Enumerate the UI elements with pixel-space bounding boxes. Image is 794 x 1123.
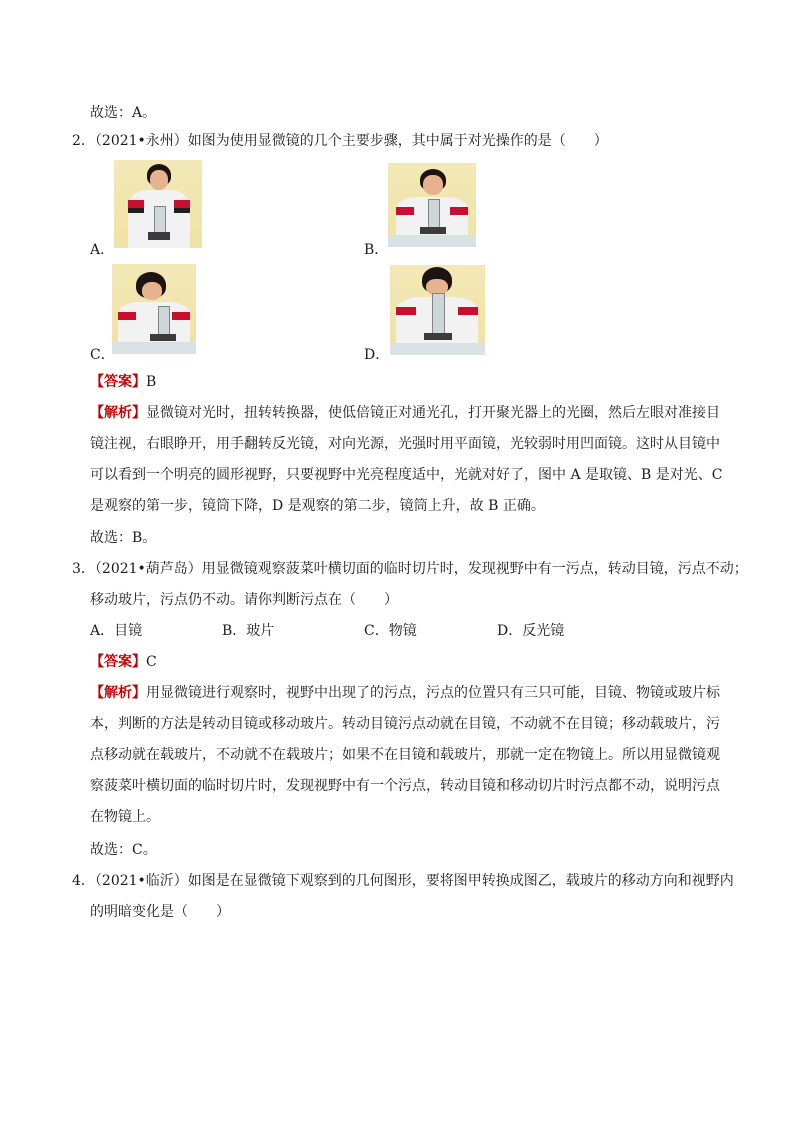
q3-conclusion: 故选：C。	[90, 842, 157, 858]
q4-stem-line-2: 的明暗变化是（ ）	[90, 904, 230, 920]
q3-analysis-tag: 【解析】	[90, 685, 146, 701]
q3-option-d: D．反光镜	[497, 623, 565, 639]
q2-analysis-line-4: 是观察的第一步，镜筒下降，D 是观察的第二步，镜筒上升，故 B 正确。	[90, 498, 545, 514]
q2-conclusion: 故选：B。	[90, 530, 157, 546]
prev-conclusion: 故选：A。	[90, 105, 157, 121]
q2-analysis-line-1: 【解析】显微镜对光时，扭转转换器，使低倍镜正对通光孔，打开聚光器上的光圈，然后左眼对准接目	[90, 405, 720, 421]
q2-option-c-photo	[112, 264, 196, 354]
q2-answer-value: B	[146, 374, 157, 390]
q2-option-a-photo	[114, 160, 202, 248]
q2-option-b-label: B．	[364, 242, 389, 258]
q3-analysis-line-5: 在物镜上。	[90, 809, 160, 825]
q2-analysis-line-3: 可以看到一个明亮的圆形视野，只要视野中光亮程度适中，光就对好了，图中 A 是取镜、B 是对光、C	[90, 467, 723, 483]
q2-option-a-label: A．	[90, 242, 115, 258]
q3-option-c: C．物镜	[364, 623, 417, 639]
q3-stem-line-1: 3．（2021•葫芦岛）用显微镜观察菠菜叶横切面的临时切片时，发现视野中有一污点，转动目镜，污点不动；	[72, 561, 748, 577]
q3-analysis-line-2: 本，判断的方法是转动目镜或移动玻片。转动目镜污点动就在目镜，不动就不在目镜；移动载玻片，污	[90, 716, 720, 732]
q3-analysis-line-3: 点移动就在载玻片，不动就不在载玻片；如果不在目镜和载玻片，那就一定在物镜上。所以用显微镜观	[90, 747, 720, 763]
q2-analysis-line-2: 镜注视，右眼睁开，用手翻转反光镜，对向光源，光强时用平面镜，光较弱时用凹面镜。这时从目镜中	[90, 436, 720, 452]
q2-option-d-label: D．	[364, 347, 390, 363]
q3-analysis-line-4: 察菠菜叶横切面的临时切片时，发现视野中有一个污点，转动目镜和移动切片时污点都不动，说明污点	[90, 778, 720, 794]
q2-option-d-photo	[390, 265, 485, 355]
q3-stem-line-2: 移动玻片，污点仍不动。请你判断污点在（ ）	[90, 592, 398, 608]
q3-option-a: A．目镜	[90, 623, 143, 639]
q3-answer-value: C	[146, 654, 157, 670]
q2-answer	[90, 372, 156, 392]
q2-answer-tag: 【答案】	[90, 374, 146, 390]
q3-answer-tag: 【答案】	[90, 654, 146, 670]
q2-option-c-label: C．	[90, 347, 115, 363]
q3-answer	[90, 652, 157, 672]
q3-analysis-line-1: 【解析】用显微镜进行观察时，视野中出现了的污点，污点的位置只有三只可能，目镜、物镜或玻片标	[90, 685, 720, 701]
q2-analysis-tag: 【解析】	[90, 405, 146, 421]
q2-option-b-photo	[388, 163, 476, 247]
q2-stem: 2．（2021•永州）如图为使用显微镜的几个主要步骤，其中属于对光操作的是（ ）	[72, 133, 608, 149]
q3-option-b: B．玻片	[222, 623, 275, 639]
q4-stem-line-1: 4．（2021•临沂）如图是在显微镜下观察到的几何图形，要将图甲转换成图乙，载玻片的移动方向和视野内	[72, 873, 734, 889]
